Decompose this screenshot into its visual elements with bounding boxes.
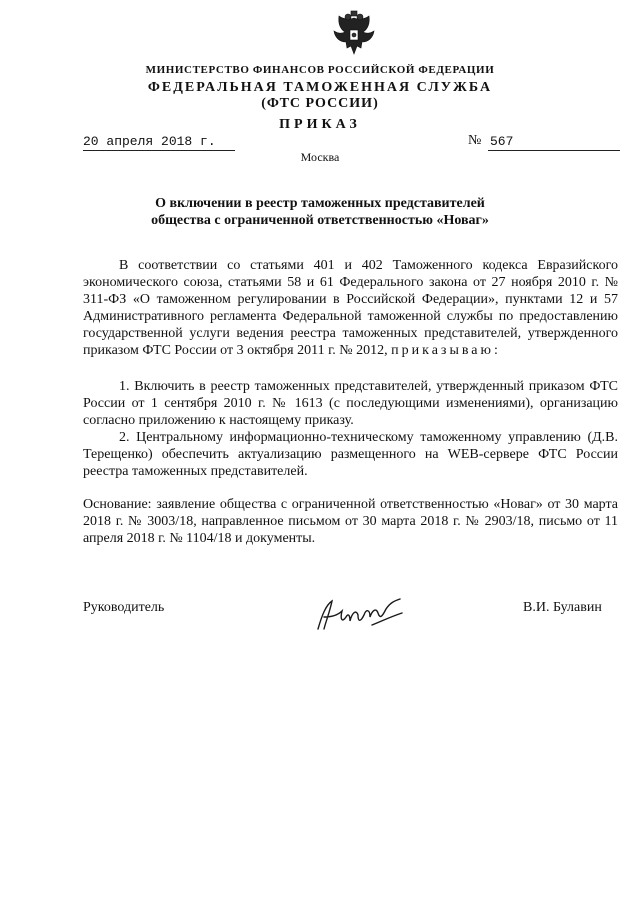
russian-coat-of-arms-icon xyxy=(329,10,379,60)
order-number: 567 xyxy=(488,134,620,151)
handwritten-signature xyxy=(312,595,408,635)
city: Москва xyxy=(300,150,340,164)
basis-paragraph: Основание: заявление общества с ограниченной ответственностью «Новаг» от 30 марта 2018 г. № 3003/18, направленное письмом от 30 марта 2018 г. № 2903/18, письмо от 11 апреля 2018 г. № 1104/18 и документы. xyxy=(83,497,618,546)
order-keyword: приказываю: xyxy=(391,343,501,358)
title-line-2: общества с ограниченной ответственностью «Новаг» xyxy=(151,213,489,228)
signer-position: Руководитель xyxy=(83,600,165,615)
service-name: ФЕДЕРАЛЬНАЯ ТАМОЖЕННАЯ СЛУЖБА xyxy=(147,80,493,95)
preamble-text: В соответствии со статьями 401 и 402 Таможенного кодекса Евразийского экономического союза, статьями 58 и 61 Федерального закона от 27 ноября 2010 г. № 311-ФЗ «О таможенном регулировании в Российской Федерации», пунктами 12 и 57 Административного регламента Федеральной таможенной службы по предоставлению государственной услуги ведения реестра таможенных представителей, утвержденного приказом ФТС России от 3 октября 2011 г. № 2012, xyxy=(83,258,618,358)
order-title xyxy=(0,195,640,229)
service-short-name: (ФТС РОССИИ) xyxy=(261,96,379,111)
clause-2: 2. Центральному информационно-техническому таможенному управлению (Д.В. Терещенко) обеспечить актуализацию размещенного на WEB-сервере ФТС России реестра таможенных представителей. xyxy=(83,430,618,479)
ministry-name: МИНИСТЕРСТВО ФИНАНСОВ РОССИЙСКОЙ ФЕДЕРАЦИИ xyxy=(145,64,495,76)
document-type: ПРИКАЗ xyxy=(279,117,361,132)
order-date: 20 апреля 2018 г. xyxy=(83,134,235,151)
number-sign: № xyxy=(468,133,482,148)
title-line-1: О включении в реестр таможенных представителей xyxy=(155,196,485,211)
signer-name: В.И. Булавин xyxy=(523,600,602,615)
preamble-paragraph xyxy=(83,257,618,359)
clause-1: 1. Включить в реестр таможенных представителей, утвержденный приказом ФТС России от 1 сентября 2010 г. № 1613 (с последующими изменениями), организацию согласно приложению к настоящему приказу. xyxy=(83,379,618,428)
